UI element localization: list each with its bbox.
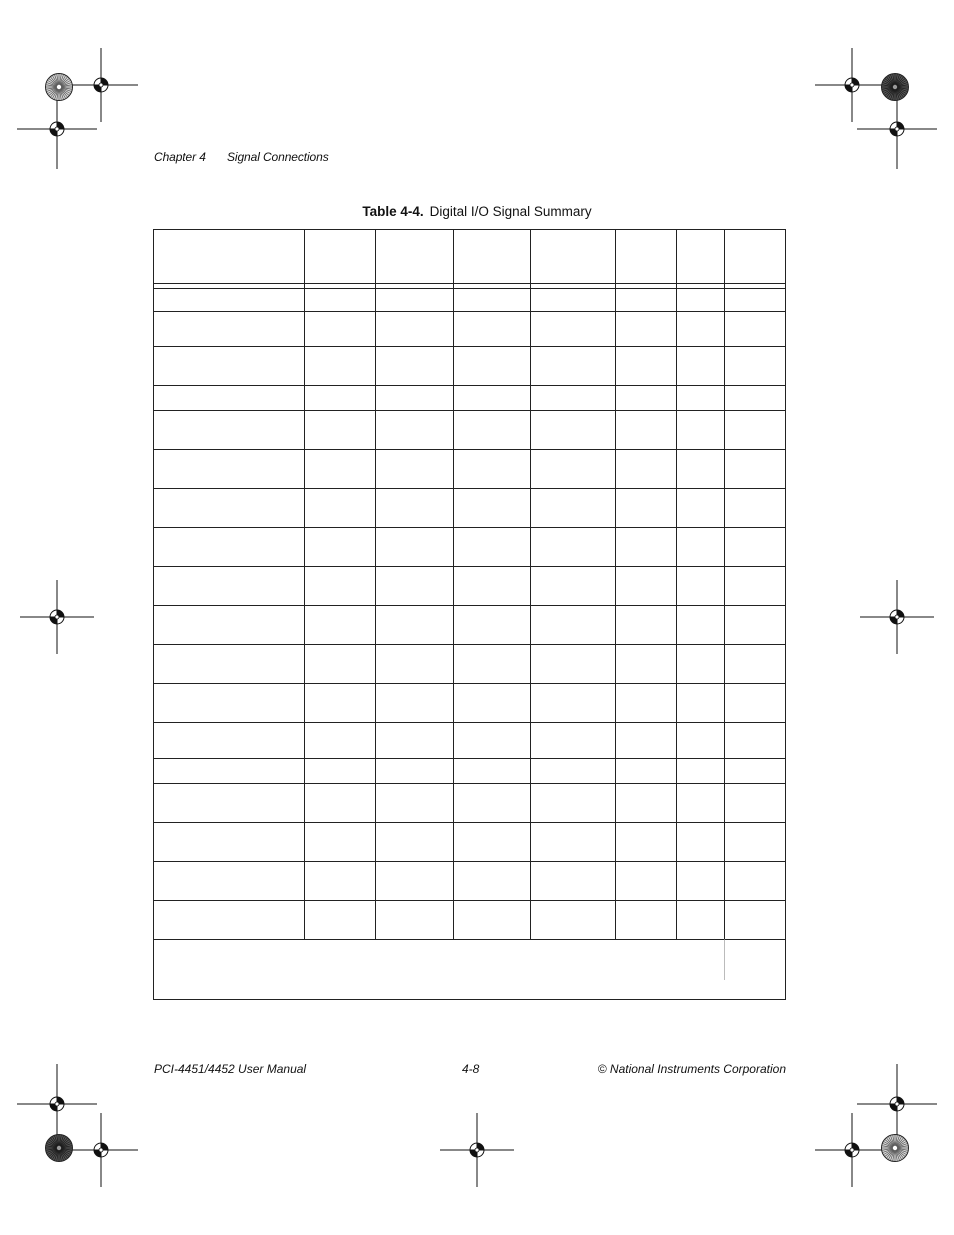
footer-manual-title: PCI-4451/4452 User Manual xyxy=(154,1062,307,1076)
registration-mark-center xyxy=(55,615,59,619)
registration-mark-center xyxy=(55,127,59,131)
table-border xyxy=(154,230,786,1000)
color-target-center xyxy=(57,85,61,89)
registration-mark-center xyxy=(850,1148,854,1152)
running-header-chapter: Chapter 4 xyxy=(154,150,206,164)
color-target-center xyxy=(893,85,897,89)
registration-mark-center xyxy=(895,127,899,131)
footer-copyright: © National Instruments Corporation xyxy=(597,1062,786,1076)
table-caption-number: Table 4-4. xyxy=(362,204,424,219)
registration-mark-center xyxy=(99,83,103,87)
footer-page-number: 4-8 xyxy=(462,1062,480,1076)
color-target-center xyxy=(893,1146,897,1150)
registration-mark-center xyxy=(99,1148,103,1152)
table-caption-title: Digital I/O Signal Summary xyxy=(429,204,592,219)
registration-mark-center xyxy=(475,1148,479,1152)
color-target-center xyxy=(57,1146,61,1150)
registration-mark-center xyxy=(895,1102,899,1106)
running-header-section: Signal Connections xyxy=(227,150,329,164)
registration-mark-center xyxy=(850,83,854,87)
registration-mark-center xyxy=(895,615,899,619)
registration-mark-center xyxy=(55,1102,59,1106)
